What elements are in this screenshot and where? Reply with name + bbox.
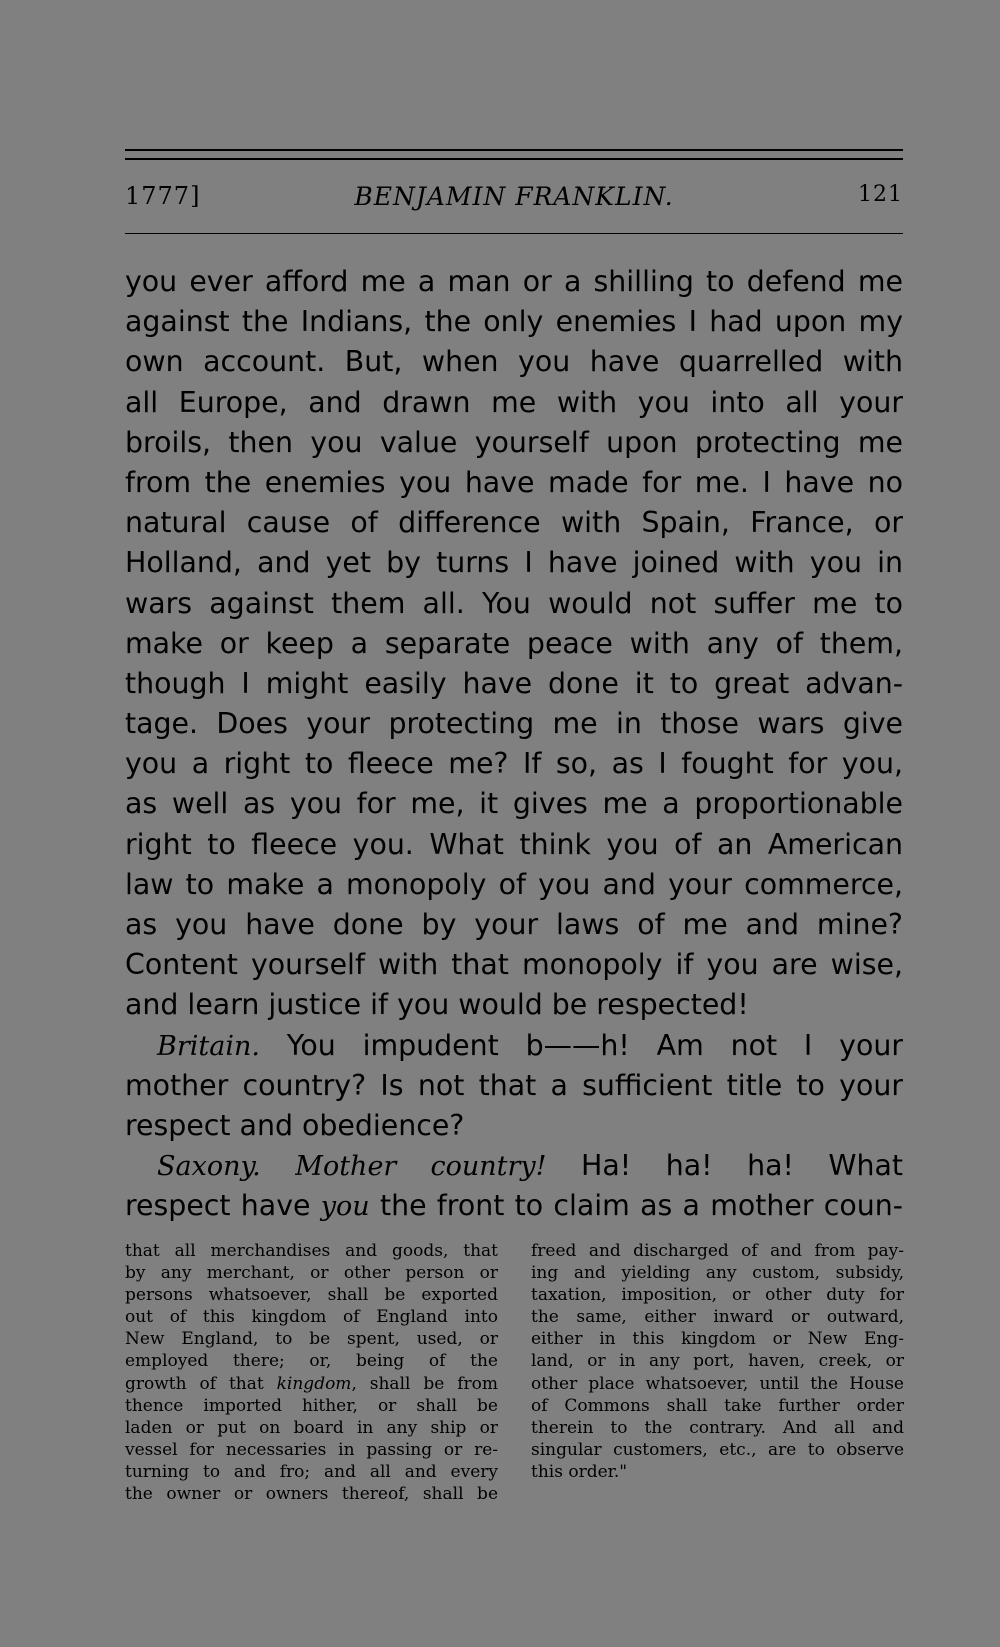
- footnote-line: that all merchandises and goods, that: [125, 1241, 498, 1261]
- footnote-column-right: [531, 1240, 904, 1483]
- text-line: respect and obedience?: [125, 1108, 465, 1142]
- footnote-line: singular customers, etc., are to observe: [531, 1439, 904, 1460]
- footnote-line-kingdom: [125, 1373, 498, 1395]
- footnote-text-b: , shall be from: [351, 1373, 498, 1394]
- footnote-line: ing and yielding any custom, subsidy,: [531, 1263, 904, 1284]
- text-line: Holland, and yet by turns I have joined with you in: [125, 546, 903, 580]
- saxony-text-a: respect have: [125, 1189, 311, 1223]
- footnote-line: turning to and fro; and all and every: [125, 1461, 498, 1482]
- footnote-line: land, or in any port, haven, creek, or: [531, 1351, 904, 1372]
- footnote-line: freed and discharged of and from pay-: [531, 1241, 904, 1261]
- text-line: as you have done by your laws of me and mine?: [125, 908, 903, 941]
- page-number: 121: [858, 182, 903, 207]
- text-line: you a right to fleece me? If so, as I fought for you,: [125, 747, 903, 781]
- text-line: against the Indians, the only enemies I had upon my: [125, 305, 903, 339]
- footnote-line: either in this kingdom or New Eng-: [531, 1329, 904, 1350]
- footnote-line: by any merchant, or other person or: [125, 1263, 498, 1284]
- footnote-text-a: growth of that: [125, 1373, 264, 1394]
- saxony-line: [125, 1146, 903, 1186]
- footnote-line: thence imported hither, or shall be: [125, 1395, 498, 1416]
- saxony-text-b: the front to claim as a mother coun-: [379, 1189, 903, 1223]
- saxony-text: Ha! ha! ha! What: [581, 1149, 903, 1183]
- emphasis-kingdom: kingdom: [276, 1373, 352, 1394]
- text-line: law to make a monopoly of you and your commerce,: [125, 867, 903, 901]
- header-title: BENJAMIN FRANKLIN.: [354, 182, 674, 211]
- text-line: from the enemies you have made for me. I have no: [125, 465, 903, 499]
- text-line: tage. Does your protecting me in those wars give: [125, 707, 903, 741]
- text-line: you ever afford me a man or a shilling to defend me: [125, 265, 903, 298]
- text-line: right to fleece you. What think you of an American: [125, 827, 903, 861]
- header-year: 1777]: [125, 182, 201, 210]
- footnote-line: other place whatsoever, until the House: [531, 1373, 904, 1394]
- text-line: make or keep a separate peace with any of them,: [125, 626, 903, 660]
- footnote-line: therein to the contrary. And all and: [531, 1417, 904, 1438]
- footnote-line: New England, to be spent, used, or: [125, 1329, 498, 1350]
- footnote-line: taxation, imposition, or other duty for: [531, 1285, 904, 1306]
- footnote-line: the owner or owners thereof, shall be: [125, 1484, 498, 1505]
- britain-line: [125, 1026, 903, 1066]
- book-page: [125, 0, 903, 1647]
- footnote-line: laden or put on board in any ship or: [125, 1417, 498, 1438]
- text-line: Content yourself with that monopoly if you are wise,: [125, 948, 903, 982]
- text-line: own account. But, when you have quarrelled with: [125, 345, 903, 379]
- speaker-britain: Britain.: [157, 1030, 260, 1062]
- footnote-line: the same, either inward or outward,: [531, 1307, 904, 1328]
- text-line: though I might easily have done it to great advan-: [125, 666, 903, 700]
- britain-text: You impudent b——h! Am not I your: [286, 1028, 903, 1062]
- footnote-line: vessel for necessaries in passing or re-: [125, 1439, 498, 1460]
- footnote-line: this order.": [531, 1461, 628, 1482]
- header-rule-second: [125, 158, 903, 160]
- text-line: and learn justice if you would be respected!: [125, 988, 749, 1022]
- saxony-line-2: [125, 1186, 903, 1226]
- footnote-line: of Commons shall take further order: [531, 1395, 904, 1416]
- text-line: natural cause of difference with Spain, France, or: [125, 506, 903, 540]
- saxony-italic-phrase: Mother country!: [295, 1151, 547, 1183]
- speaker-saxony: Saxony.: [157, 1151, 261, 1183]
- emphasis-you: you: [320, 1191, 370, 1223]
- footnote-line: employed there; or, being of the: [125, 1351, 498, 1372]
- text-line: mother country? Is not that a sufficient title to your: [125, 1068, 903, 1102]
- main-text: [125, 262, 903, 1227]
- header-rule-bottom: [125, 233, 903, 234]
- text-line: as well as you for me, it gives me a proportionable: [125, 787, 903, 821]
- text-line: broils, then you value yourself upon protecting me: [125, 425, 903, 459]
- footnote-column-left: [125, 1240, 498, 1505]
- footnote-line: persons whatsoever, shall be exported: [125, 1285, 498, 1306]
- footnote-line: out of this kingdom of England into: [125, 1307, 498, 1328]
- header-rule-top: [125, 149, 903, 151]
- text-line: wars against them all. You would not suffer me to: [125, 586, 903, 620]
- text-line: all Europe, and drawn me with you into all your: [125, 385, 903, 419]
- running-header: [125, 182, 903, 216]
